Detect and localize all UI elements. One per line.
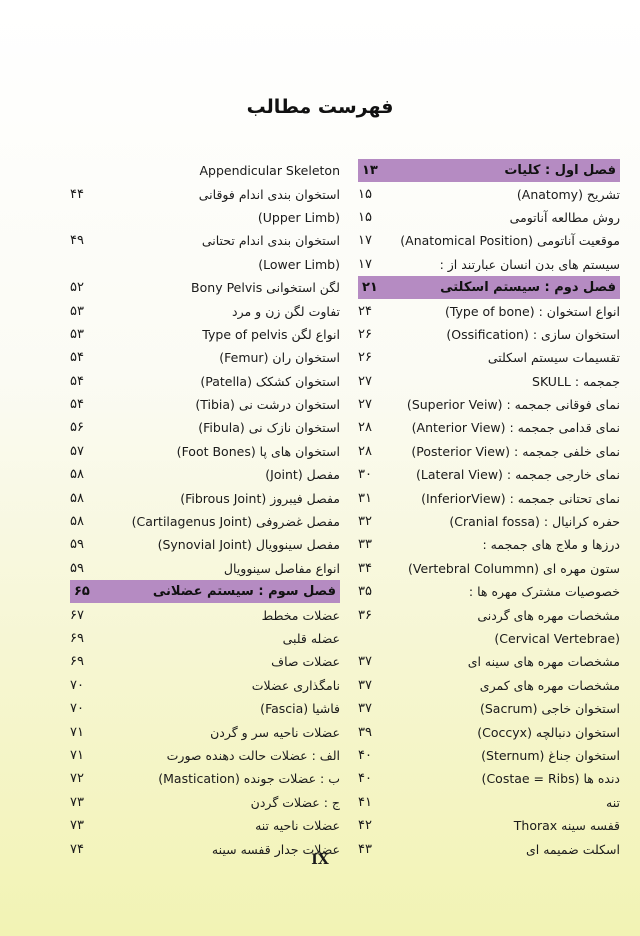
toc-entry-title: مفصل غضروفی (Cartilagenus Joint) bbox=[131, 514, 340, 530]
toc-entry-title: (Lower Limb) bbox=[258, 256, 340, 272]
toc-entry bbox=[358, 486, 620, 509]
toc-entry-title: درزها و ملاج های جمجمه : bbox=[482, 537, 620, 553]
toc-entry-title: استخوان درشت نی (Tibia) bbox=[195, 397, 340, 413]
toc-entry-title: نمای تحتانی جمجمه : (InferiorView) bbox=[421, 490, 620, 506]
toc-entry bbox=[70, 697, 340, 720]
toc-entry-title: استخوان بندی اندام فوقانی bbox=[198, 186, 340, 202]
toc-entry bbox=[358, 393, 620, 416]
toc-entry-title: نمای خارجی جمجمه : (Lateral View) bbox=[416, 467, 620, 483]
toc-entry-page: ۳۴ bbox=[358, 560, 372, 576]
toc-left-column bbox=[70, 159, 340, 861]
toc-entry-title: دنده ها (Costae = Ribs) bbox=[481, 771, 620, 787]
toc-entry-page: ۱۵ bbox=[358, 209, 372, 225]
toc-entry-page: ۷۳ bbox=[70, 794, 84, 810]
toc-entry bbox=[70, 463, 340, 486]
toc-entry bbox=[358, 791, 620, 814]
toc-entry bbox=[358, 697, 620, 720]
toc-entry bbox=[70, 767, 340, 790]
toc-entry-title: لگن استخوانی Bony Pelvis bbox=[191, 280, 340, 296]
toc-entry-title: نامگذاری عضلات bbox=[251, 677, 340, 693]
toc-entry-page: ۵۸ bbox=[70, 514, 84, 530]
toc-entry-page: ۴۰ bbox=[358, 747, 372, 763]
toc-entry bbox=[70, 440, 340, 463]
toc-entry-page: ۷۰ bbox=[70, 677, 84, 693]
toc-entry bbox=[358, 346, 620, 369]
toc-entry-page: ۵۷ bbox=[70, 443, 84, 459]
toc-entry-title: استخوان کشکک (Patella) bbox=[200, 373, 340, 389]
chapter-heading bbox=[358, 159, 620, 182]
toc-entry-title: انواع لگن Type of pelvis bbox=[202, 326, 340, 342]
page-number: IX bbox=[311, 852, 329, 868]
toc-entry bbox=[70, 627, 340, 650]
toc-entry-page: ۶۹ bbox=[70, 631, 84, 646]
toc-entry-title: استخوان های پا (Foot Bones) bbox=[176, 443, 340, 459]
toc-entry-page: ۵۳ bbox=[70, 303, 84, 319]
toc-entry-title: عضلات جدار قفسه سینه bbox=[211, 841, 340, 857]
toc-entry-title: جمجمه : SKULL bbox=[532, 373, 620, 389]
toc-entry-page: ۲۱ bbox=[362, 280, 378, 296]
toc-entry-page: ۳۲ bbox=[358, 514, 372, 530]
toc-entry bbox=[358, 440, 620, 463]
toc-entry bbox=[358, 767, 620, 790]
toc-entry-title: الف : عضلات حالت دهنده صورت bbox=[166, 747, 340, 763]
toc-entry-page: ۳۷ bbox=[358, 677, 372, 693]
toc-entry-title: اسکلت ضمیمه ای bbox=[525, 841, 620, 857]
toc-entry-title: مفصل سینوویال (Synovial Joint) bbox=[157, 537, 340, 553]
toc-entry-title: ستون مهره ای (Vertebral Colummn) bbox=[408, 560, 620, 576]
toc-entry-page: ۵۲ bbox=[70, 280, 84, 296]
toc-entry-title: ج : عضلات گردن bbox=[250, 794, 340, 810]
toc-entry-title: عضلات مخطط bbox=[261, 607, 340, 623]
toc-entry-page: ۳۵ bbox=[358, 584, 372, 600]
toc-entry bbox=[358, 557, 620, 580]
toc-entry bbox=[358, 580, 620, 603]
toc-entry bbox=[70, 229, 340, 252]
toc-entry-title: عضلات ناحیه تنه bbox=[255, 818, 340, 834]
toc-entry-page: ۷۰ bbox=[70, 701, 84, 717]
toc-entry bbox=[70, 603, 340, 626]
toc-entry-page: ۲۸ bbox=[358, 420, 372, 436]
toc-entry-title: نمای فوقانی جمجمه : (Superior Veiw) bbox=[406, 397, 620, 413]
toc-entry-page: ۳۱ bbox=[358, 490, 372, 506]
toc-entry bbox=[358, 253, 620, 276]
toc-entry bbox=[70, 650, 340, 673]
toc-entry-page: ۴۰ bbox=[358, 771, 372, 787]
toc-entry-title: انواع استخوان : (Type of bone) bbox=[444, 303, 620, 319]
toc-entry-title: استخوان دنبالچه (Coccyx) bbox=[477, 724, 620, 740]
toc-entry-page: ۱۷ bbox=[358, 233, 372, 249]
toc-entry-title: فاشیا (Fascia) bbox=[260, 701, 340, 717]
toc-entry bbox=[70, 486, 340, 509]
toc-entry-title: مشخصات مهره های سینه ای bbox=[467, 654, 620, 670]
toc-entry-page: ۲۶ bbox=[358, 326, 372, 342]
toc-entry bbox=[70, 510, 340, 533]
toc-entry-page: ۷۲ bbox=[70, 771, 84, 787]
toc-entry bbox=[358, 650, 620, 673]
toc-entry-title: مشخصات مهره های گردنی bbox=[477, 607, 620, 623]
toc-entry-title: Appendicular Skeleton bbox=[199, 163, 340, 179]
toc-entry-title: نمای خلفی جمجمه : (Posterior View) bbox=[411, 443, 620, 459]
toc-entry-page: ۳۷ bbox=[358, 654, 372, 670]
toc-entry-title: مشخصات مهره های کمری bbox=[479, 677, 620, 693]
toc-entry-page: ۷۴ bbox=[70, 841, 84, 857]
toc-entry-page: ۵۸ bbox=[70, 467, 84, 483]
toc-entry-title: تشریح (Anatomy) bbox=[516, 186, 620, 202]
toc-entry bbox=[70, 159, 340, 182]
toc-entry bbox=[70, 182, 340, 205]
toc-entry-page: ۵۹ bbox=[70, 560, 84, 576]
toc-entry-title: تقسیمات سیستم اسکلتی bbox=[487, 350, 620, 366]
toc-entry bbox=[358, 229, 620, 252]
toc-entry-page: ۲۸ bbox=[358, 443, 372, 459]
toc-entry-title: استخوان ران (Femur) bbox=[219, 350, 340, 366]
toc-entry-page: ۶۵ bbox=[74, 584, 90, 600]
toc-entry bbox=[70, 253, 340, 276]
toc-entry bbox=[358, 814, 620, 837]
toc-entry-page: ۴۹ bbox=[70, 233, 84, 249]
toc-entry-title: مفصل فیبروز (Fibrous Joint) bbox=[180, 490, 340, 506]
toc-entry-page: ۴۲ bbox=[358, 818, 372, 834]
toc-entry-page: ۵۴ bbox=[70, 350, 84, 366]
toc-entry-page: ۱۳ bbox=[362, 163, 378, 179]
toc-entry bbox=[70, 720, 340, 743]
toc-entry-title: عضلات ناحیه سر و گردن bbox=[210, 724, 340, 740]
toc-entry bbox=[70, 557, 340, 580]
toc-entry-title: سیستم های بدن انسان عبارتند از : bbox=[439, 256, 620, 272]
toc-entry bbox=[358, 370, 620, 393]
toc-entry-page: ۵۹ bbox=[70, 537, 84, 553]
toc-entry-page: ۲۷ bbox=[358, 373, 372, 389]
toc-entry-title: ب : عضلات جونده (Mastication) bbox=[158, 771, 340, 787]
toc-entry bbox=[358, 744, 620, 767]
toc-entry-title: (Upper Limb) bbox=[257, 209, 340, 225]
toc-entry-page: ۴۱ bbox=[358, 794, 372, 810]
toc-entry bbox=[358, 463, 620, 486]
toc-entry-title: عضله قلبی bbox=[282, 631, 340, 646]
toc-entry-page: ۷۱ bbox=[70, 747, 84, 763]
toc-entry-page: ۴۴ bbox=[70, 186, 84, 202]
toc-entry bbox=[70, 276, 340, 299]
toc-entry-title: خصوصیات مشترک مهره ها : bbox=[468, 584, 620, 600]
toc-entry-title: استخوان جناغ (Sternum) bbox=[481, 747, 620, 763]
toc-entry bbox=[70, 416, 340, 439]
toc-entry-title: قفسه سینه Thorax bbox=[513, 818, 620, 834]
toc-entry-page: ۷۳ bbox=[70, 818, 84, 834]
toc-entry-title: استخوان سازی : (Ossification) bbox=[446, 326, 620, 342]
toc-entry bbox=[358, 627, 620, 650]
toc-entry-page: ۵۴ bbox=[70, 397, 84, 413]
toc-entry bbox=[358, 603, 620, 626]
toc-entry bbox=[358, 674, 620, 697]
toc-entry-title: عضلات صاف bbox=[271, 654, 340, 670]
toc-entry-page: ۳۹ bbox=[358, 724, 372, 740]
toc-entry-title: تفاوت لگن زن و مرد bbox=[232, 303, 340, 319]
toc-entry-page: ۱۵ bbox=[358, 186, 372, 202]
toc-entry-page: ۷۱ bbox=[70, 724, 84, 740]
toc-entry-page: ۶۷ bbox=[70, 607, 84, 623]
toc-entry bbox=[70, 674, 340, 697]
toc-entry bbox=[70, 393, 340, 416]
toc-entry-page: ۶۹ bbox=[70, 654, 84, 670]
toc-entry bbox=[358, 323, 620, 346]
page-title: فهرست مطالب bbox=[246, 96, 394, 118]
toc-entry-page: ۲۷ bbox=[358, 397, 372, 413]
toc-entry-title: استخوان خاجی (Sacrum) bbox=[479, 701, 620, 717]
toc-entry bbox=[358, 299, 620, 322]
chapter-heading bbox=[70, 580, 340, 603]
toc-entry bbox=[358, 533, 620, 556]
toc-entry bbox=[70, 744, 340, 767]
toc-entry-title: انواع مفاصل سینوویال bbox=[223, 560, 340, 576]
toc-entry-title: موقعیت آناتومی (Anatomical Position) bbox=[400, 233, 620, 249]
toc-entry-page: ۵۸ bbox=[70, 490, 84, 506]
toc-entry bbox=[70, 206, 340, 229]
toc-entry-title: تنه bbox=[606, 794, 620, 810]
toc-entry bbox=[70, 814, 340, 837]
toc-entry-title: مفصل (Joint) bbox=[265, 467, 340, 483]
toc-entry bbox=[358, 182, 620, 205]
toc-entry bbox=[70, 299, 340, 322]
toc-entry bbox=[70, 533, 340, 556]
toc-entry bbox=[358, 510, 620, 533]
toc-entry-page: ۵۶ bbox=[70, 420, 84, 436]
toc-entry bbox=[358, 720, 620, 743]
toc-entry bbox=[358, 416, 620, 439]
toc-entry-title: استخوان بندی اندام تحتانی bbox=[201, 233, 340, 249]
toc-entry-page: ۳۰ bbox=[358, 467, 372, 483]
toc-entry-page: ۵۴ bbox=[70, 373, 84, 389]
toc-entry-page: ۵۳ bbox=[70, 326, 84, 342]
toc-entry-page: ۱۷ bbox=[358, 256, 372, 272]
toc-entry bbox=[70, 370, 340, 393]
toc-entry-title: فصل سوم : سیستم عضلانی bbox=[152, 584, 336, 600]
toc-entry-page: ۳۶ bbox=[358, 607, 372, 623]
toc-entry-page: ۴۳ bbox=[358, 841, 372, 857]
toc-entry bbox=[70, 791, 340, 814]
toc-entry-title: نمای قدامی جمجمه : (Anterior View) bbox=[411, 420, 620, 436]
toc-entry-title: فصل اول : کلیات bbox=[504, 163, 616, 179]
toc-entry-title: روش مطالعه آناتومی bbox=[509, 209, 620, 225]
toc-entry-title: استخوان نازک نی (Fibula) bbox=[198, 420, 340, 436]
toc-entry bbox=[70, 323, 340, 346]
toc-right-column bbox=[358, 159, 620, 861]
toc-entry-page: ۳۷ bbox=[358, 701, 372, 717]
toc-entry-page: ۲۴ bbox=[358, 303, 372, 319]
toc-entry-title: حفره کرانیال : (Cranial fossa) bbox=[449, 514, 620, 530]
toc-entry-title: فصل دوم : سیستم اسکلتی bbox=[440, 280, 616, 296]
toc-entry bbox=[70, 346, 340, 369]
toc-entry bbox=[358, 206, 620, 229]
toc-entry-page: ۳۳ bbox=[358, 537, 372, 553]
chapter-heading bbox=[358, 276, 620, 299]
toc-entry-title: (Cervical Vertebrae) bbox=[494, 631, 620, 646]
toc-entry-page: ۲۶ bbox=[358, 350, 372, 366]
